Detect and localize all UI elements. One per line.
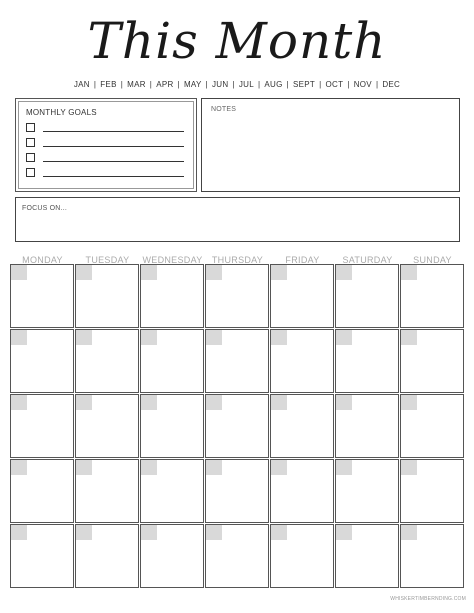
month-item-aug[interactable]: AUG bbox=[264, 80, 283, 89]
day-number-box bbox=[271, 330, 287, 345]
day-number-box bbox=[11, 395, 27, 410]
goal-row bbox=[26, 153, 186, 163]
goal-checkbox[interactable] bbox=[26, 123, 35, 132]
focus-on-box[interactable] bbox=[15, 197, 460, 242]
day-number-box bbox=[141, 395, 157, 410]
month-item-nov[interactable]: NOV bbox=[353, 80, 372, 89]
month-separator: | bbox=[93, 80, 97, 89]
footer-credit: WHISKERTIMBERNDING.COM bbox=[390, 596, 466, 602]
calendar-day-cell[interactable] bbox=[75, 459, 139, 523]
calendar-day-cell[interactable] bbox=[140, 329, 204, 393]
calendar-day-cell[interactable] bbox=[205, 459, 269, 523]
goal-row bbox=[26, 123, 186, 133]
month-item-apr[interactable]: APR bbox=[156, 80, 174, 89]
month-separator: | bbox=[375, 80, 379, 89]
month-separator: | bbox=[257, 80, 261, 89]
day-number-box bbox=[271, 460, 287, 475]
calendar-day-cell[interactable] bbox=[140, 524, 204, 588]
calendar-day-cell[interactable] bbox=[335, 394, 399, 458]
day-number-box bbox=[271, 265, 287, 280]
weekday-tuesday: TUESDAY bbox=[85, 255, 130, 265]
calendar-day-cell[interactable] bbox=[10, 524, 74, 588]
calendar-day-cell[interactable] bbox=[205, 524, 269, 588]
goal-checkbox[interactable] bbox=[26, 168, 35, 177]
calendar-day-cell[interactable] bbox=[335, 329, 399, 393]
day-number-box bbox=[401, 395, 417, 410]
calendar-day-cell[interactable] bbox=[400, 524, 464, 588]
calendar-day-cell[interactable] bbox=[270, 264, 334, 328]
calendar-day-cell[interactable] bbox=[75, 524, 139, 588]
month-item-mar[interactable]: MAR bbox=[127, 80, 146, 89]
goal-row bbox=[26, 138, 186, 148]
month-item-may[interactable]: MAY bbox=[183, 80, 202, 89]
month-item-jul[interactable]: JUL bbox=[238, 80, 254, 89]
day-number-box bbox=[11, 330, 27, 345]
weekday-friday: FRIDAY bbox=[285, 255, 320, 265]
day-number-box bbox=[401, 460, 417, 475]
calendar-day-cell[interactable] bbox=[335, 459, 399, 523]
goal-checkbox[interactable] bbox=[26, 138, 35, 147]
calendar-day-cell[interactable] bbox=[270, 329, 334, 393]
day-number-box bbox=[206, 395, 222, 410]
day-number-box bbox=[336, 395, 352, 410]
notes-label: NOTES bbox=[211, 106, 237, 113]
monthly-goals-box bbox=[15, 98, 197, 192]
goal-line[interactable] bbox=[43, 161, 184, 162]
day-number-box bbox=[141, 330, 157, 345]
day-number-box bbox=[271, 395, 287, 410]
month-separator: | bbox=[232, 80, 235, 89]
calendar-day-cell[interactable] bbox=[205, 264, 269, 328]
month-item-feb[interactable]: FEB bbox=[100, 80, 117, 89]
month-separator: | bbox=[319, 80, 322, 89]
day-number-box bbox=[76, 460, 92, 475]
weekday-sunday: SUNDAY bbox=[413, 255, 452, 265]
day-number-box bbox=[11, 460, 27, 475]
day-number-box bbox=[141, 460, 157, 475]
month-separator: | bbox=[120, 80, 124, 89]
calendar-day-cell[interactable] bbox=[205, 329, 269, 393]
calendar-day-cell[interactable] bbox=[75, 329, 139, 393]
day-number-box bbox=[206, 460, 222, 475]
month-item-oct[interactable]: OCT bbox=[325, 80, 344, 89]
month-separator: | bbox=[149, 80, 153, 89]
month-separator: | bbox=[205, 80, 208, 89]
calendar-day-cell[interactable] bbox=[10, 394, 74, 458]
goal-line[interactable] bbox=[43, 176, 184, 177]
calendar-day-cell[interactable] bbox=[10, 329, 74, 393]
day-number-box bbox=[76, 330, 92, 345]
calendar-day-cell[interactable] bbox=[400, 459, 464, 523]
day-number-box bbox=[271, 525, 287, 540]
goal-row bbox=[26, 168, 186, 178]
calendar-day-cell[interactable] bbox=[140, 394, 204, 458]
day-number-box bbox=[76, 265, 92, 280]
day-number-box bbox=[336, 525, 352, 540]
calendar-grid bbox=[10, 264, 465, 589]
calendar-day-cell[interactable] bbox=[10, 264, 74, 328]
day-number-box bbox=[336, 460, 352, 475]
weekday-monday: MONDAY bbox=[22, 255, 63, 265]
calendar-day-cell[interactable] bbox=[400, 394, 464, 458]
day-number-box bbox=[336, 330, 352, 345]
calendar-day-cell[interactable] bbox=[140, 264, 204, 328]
day-number-box bbox=[11, 265, 27, 280]
day-number-box bbox=[401, 525, 417, 540]
goal-line[interactable] bbox=[43, 131, 184, 132]
day-number-box bbox=[206, 525, 222, 540]
day-number-box bbox=[76, 395, 92, 410]
calendar-day-cell[interactable] bbox=[205, 394, 269, 458]
calendar-day-cell[interactable] bbox=[75, 394, 139, 458]
month-item-dec[interactable]: DEC bbox=[382, 80, 401, 89]
calendar-day-cell[interactable] bbox=[270, 459, 334, 523]
calendar-day-cell[interactable] bbox=[400, 329, 464, 393]
page-title: This Month bbox=[87, 12, 387, 70]
calendar-day-cell[interactable] bbox=[10, 459, 74, 523]
weekday-thursday: THURSDAY bbox=[211, 255, 264, 265]
month-item-jan[interactable]: JAN bbox=[73, 80, 90, 89]
calendar-day-cell[interactable] bbox=[270, 394, 334, 458]
calendar-day-cell[interactable] bbox=[335, 524, 399, 588]
month-separator: | bbox=[177, 80, 180, 89]
day-number-box bbox=[336, 265, 352, 280]
month-item-jun[interactable]: JUN bbox=[211, 80, 229, 89]
day-number-box bbox=[141, 265, 157, 280]
day-number-box bbox=[141, 525, 157, 540]
month-separator: | bbox=[286, 80, 290, 89]
day-number-box bbox=[76, 525, 92, 540]
weekday-saturday: SATURDAY bbox=[342, 255, 393, 265]
day-number-box bbox=[206, 265, 222, 280]
month-separator: | bbox=[347, 80, 350, 89]
calendar-day-cell[interactable] bbox=[400, 264, 464, 328]
weekday-wednesday: WEDNESDAY bbox=[142, 255, 203, 265]
calendar-day-cell[interactable] bbox=[270, 524, 334, 588]
calendar-day-cell[interactable] bbox=[140, 459, 204, 523]
month-list bbox=[0, 80, 474, 89]
focus-on-label: FOCUS ON... bbox=[22, 205, 67, 212]
goal-checkbox[interactable] bbox=[26, 153, 35, 162]
day-number-box bbox=[11, 525, 27, 540]
goal-line[interactable] bbox=[43, 146, 184, 147]
day-number-box bbox=[401, 265, 417, 280]
calendar-day-cell[interactable] bbox=[75, 264, 139, 328]
calendar-day-cell[interactable] bbox=[335, 264, 399, 328]
monthly-goals-label: MONTHLY GOALS bbox=[26, 108, 97, 117]
month-item-sept[interactable]: SEPT bbox=[293, 80, 316, 89]
day-number-box bbox=[401, 330, 417, 345]
notes-box[interactable] bbox=[201, 98, 460, 192]
day-number-box bbox=[206, 330, 222, 345]
